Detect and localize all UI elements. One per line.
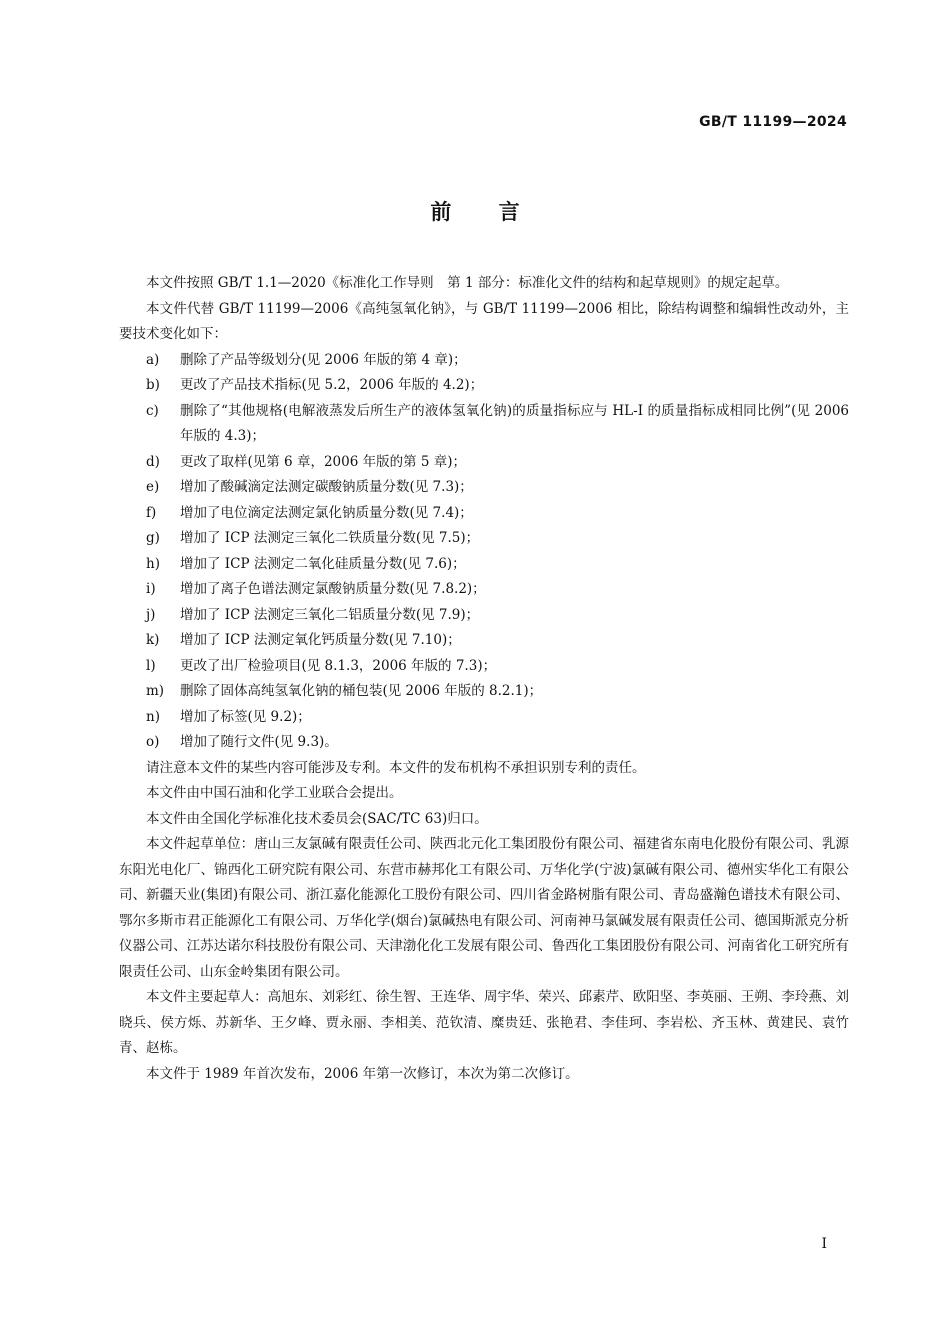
list-text: 增加了 ICP 法测定三氧化二铝质量分数(见 7.9)； <box>180 606 480 623</box>
list-marker: i) <box>146 581 156 597</box>
list-text: 删除了产品等级划分(见 2006 年版的第 4 章)； <box>180 351 467 368</box>
list-item <box>119 552 849 578</box>
list-marker: d) <box>146 453 160 470</box>
list-marker: m) <box>146 683 165 699</box>
intro-paragraph-drafting-rules: 本文件按照 GB/T 1.1—2020《标准化工作导则 第 1 部分：标准化文件的结构和起草规则》的规定起草。 <box>146 275 789 291</box>
intro-paragraph-replacement: 本文件代替 GB/T 11199—2006《高纯氢氧化钠》，与 GB/T 11199—2006 相比，除结构调整和编辑性改动外，主要技术变化如下： <box>119 300 849 342</box>
list-item <box>119 501 849 527</box>
list-text: 删除了固体高纯氢氧化钠的桶包装(见 2006 年版的 8.2.1)； <box>180 683 543 699</box>
committee-paragraph: 本文件由全国化学标准化技术委员会(SAC/TC 63)归口。 <box>146 810 488 827</box>
list-text: 更改了产品技术指标(见 5.2，2006 年版的 4.2)； <box>180 377 484 393</box>
list-item <box>119 475 849 501</box>
list-item <box>119 679 849 705</box>
proposer-paragraph: 本文件由中国石油和化学工业联合会提出。 <box>146 785 403 801</box>
list-text: 增加了酸碱滴定法测定碳酸钠质量分数(见 7.3)； <box>180 479 473 495</box>
technical-changes-list <box>119 348 849 756</box>
list-text: 增加了 ICP 法测定氧化钙质量分数(见 7.10)； <box>180 632 461 648</box>
list-text: 增加了随行文件(见 9.3)。 <box>180 734 338 750</box>
list-item <box>119 603 849 629</box>
list-marker: g) <box>146 530 160 546</box>
list-marker: l) <box>146 657 156 674</box>
list-item <box>119 373 849 399</box>
list-text: 更改了出厂检验项目(见 8.1.3，2006 年版的 7.3)； <box>180 657 497 674</box>
list-marker: o) <box>146 734 160 750</box>
list-text: 增加了 ICP 法测定三氧化二铁质量分数(见 7.5)； <box>180 530 480 546</box>
list-marker: c) <box>146 402 159 419</box>
list-marker: h) <box>146 555 160 572</box>
list-marker: e) <box>146 479 160 495</box>
list-item <box>119 450 849 476</box>
list-marker: a) <box>146 351 160 368</box>
list-item <box>119 730 849 756</box>
list-marker: k) <box>146 632 160 648</box>
list-marker: b) <box>146 377 160 393</box>
document-body <box>119 271 849 1087</box>
list-text: 增加了标签(见 9.2)； <box>180 708 311 725</box>
page-title: 前 言 <box>430 200 520 224</box>
page-number: I <box>821 1236 827 1252</box>
list-text: 增加了电位滴定法测定氯化钠质量分数(见 7.4)； <box>180 504 473 521</box>
list-item <box>119 705 849 731</box>
drafters-paragraph: 本文件主要起草人：高旭东、刘彩红、徐生智、王连华、周宇华、荣兴、邱素芹、欧阳坚、李英丽、王朔、李玲燕、刘晓兵、侯方烁、苏新华、王夕峰、贾永丽、李相美、范钦清、糜贵廷、张艳君、李佳珂、李岩松、齐玉林、黄建民、袁竹青、赵栋。 <box>119 989 849 1056</box>
list-item <box>119 654 849 680</box>
list-marker: j) <box>146 606 156 623</box>
list-item <box>119 577 849 603</box>
list-marker: f) <box>146 504 157 521</box>
list-marker: n) <box>146 708 160 725</box>
list-text: 增加了离子色谱法测定氯酸钠质量分数(见 7.8.2)； <box>180 581 486 597</box>
drafting-units-paragraph: 本文件起草单位：唐山三友氯碱有限责任公司、陕西北元化工集团股份有限公司、福建省东南电化股份有限公司、乳源东阳光电化厂、锦西化工研究院有限公司、东营市赫邦化工有限公司、万华化学(宁波)氯碱有限公司、德州实华化工有限公司、新疆天业(集团)有限公司、浙江嘉化能源化工股份有限公司、四川省金路树脂有限公司、青岛盛瀚色谱技术有限公司、鄂尔多斯市君正能源化工有限公司、万华化学(烟台)氯碱热电有限公司、河南神马氯碱发展有限责任公司、德国斯派克分析仪器公司、江苏达诺尔科技股份有限公司、天津渤化化工发展有限公司、鲁西化工集团股份有限公司、河南省化工研究所有限责任公司、山东金岭集团有限公司。 <box>119 836 849 980</box>
list-item <box>119 628 849 654</box>
standard-code: GB/T 11199—2024 <box>699 114 847 130</box>
list-item <box>119 399 849 450</box>
list-item <box>119 348 849 374</box>
list-text: 增加了 ICP 法测定二氧化硅质量分数(见 7.6)； <box>180 555 466 572</box>
list-item <box>119 526 849 552</box>
list-text: 删除了“其他规格(电解液蒸发后所生产的液体氢氧化钠)的质量指标应与 HL-I 的质量指标成相同比例”(见 2006 年版的 4.3)； <box>180 402 849 444</box>
list-text: 更改了取样(见第 6 章，2006 年版的第 5 章)； <box>180 453 467 470</box>
history-paragraph: 本文件于 1989 年首次发布，2006 年第一次修订，本次为第二次修订。 <box>146 1065 579 1082</box>
patent-notice-paragraph: 请注意本文件的某些内容可能涉及专利。本文件的发布机构不承担识别专利的责任。 <box>146 759 646 776</box>
